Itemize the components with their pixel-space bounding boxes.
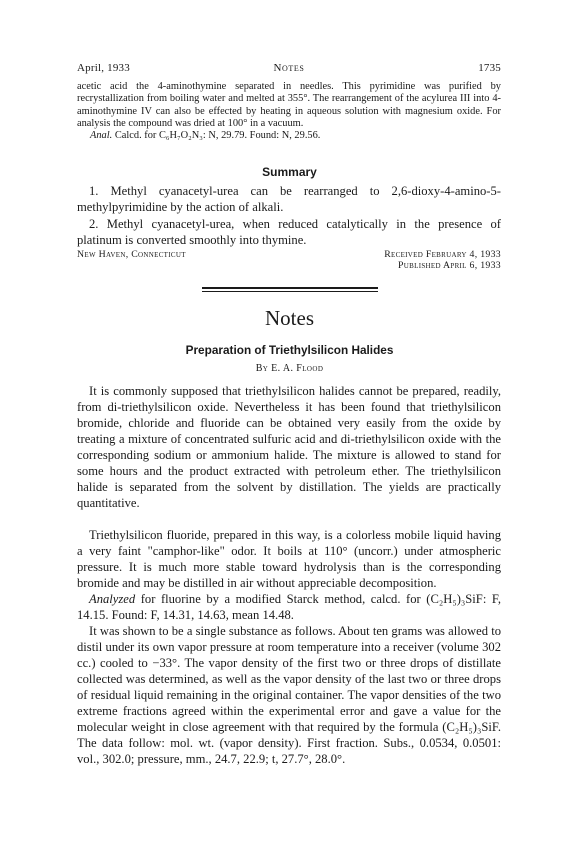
- header-page-number: 1735: [478, 62, 501, 74]
- summary-heading: Summary: [262, 165, 317, 179]
- article-title: Preparation of Triethylsilicon Halides: [185, 343, 394, 357]
- article-paragraph-1: It is commonly supposed that triethylsilicon halides cannot be prepared, readily, from di-triethylsilicon oxide. Nevertheless it has been found that triethylsilicon bromide, chloride and fluoride can be obtained very easily from the oxide by treating a mixture of concentrated sulfuric acid and di-triethylsilicon oxide with the corresponding sodium or ammonium halide. The mixture is allowed to stand for some hours and the product extracted with petroleum ether. The triethylsilicon halide is separated from the solvent by distillation. The yields are practically quantitative.: [77, 384, 501, 510]
- analysis-text: Calcd. for C₆H₇O₂N₃: N, 29.79. Found: N, 29.56.: [114, 130, 321, 141]
- received-date: Received February 4, 1933: [384, 249, 501, 260]
- article-paragraph-2: Triethylsilicon fluoride, prepared in this way, is a colorless mobile liquid having a very faint "camphor-like" odor. It boils at 110° (uncorr.) under atmospheric pressure. It is much more stable toward hydrolysis than is the corresponding bromide and may be distilled in air without appreciable decomposition.: [77, 528, 501, 590]
- received-published-dates: [384, 249, 501, 271]
- summary-item-2: 2. Methyl cyanacetyl-urea, when reduced catalytically in the presence of platinum is converted smoothly into thymine.: [77, 217, 501, 247]
- header-section: Notes: [273, 62, 305, 74]
- notes-heading: Notes: [265, 306, 314, 330]
- analysis-label: Anal.: [90, 130, 113, 141]
- preceding-paragraph: acetic acid the 4-aminothymine separated in needles. This pyrimidine was purified by recrystallization from boiling water and melted at 355°. The rearrangement of the acylurea III into 4-aminothymine IV can also be effected by heating in aqueous solution with magnesium oxide. For analysis the compound was dried at 100° in a vacuum.: [77, 81, 501, 129]
- header-date: April, 1933: [77, 62, 130, 74]
- article-paragraph-3: [77, 591, 501, 623]
- author-address: New Haven, Connecticut: [77, 249, 186, 260]
- analyzed-label: Analyzed: [89, 592, 136, 606]
- article-byline: By E. A. Flood: [255, 363, 324, 374]
- analyzed-text: for fluorine by a modified Starck method, calcd. for (C₂H₅)₃SiF: F, 14.15. Found: F, 14.31, 14.63, mean 14.48.: [77, 592, 501, 622]
- running-header: [77, 62, 501, 78]
- section-divider-thin: [202, 291, 378, 292]
- section-divider-thick: [202, 287, 378, 289]
- article-paragraph-4: It was shown to be a single substance as follows. About ten grams was allowed to distil under its own vapor pressure at room temperature into a receiver (volume 302 cc.) cooled to −33°. The vapor density of the first two or three drops of distillate collected was determined, as well as the vapor density of the last two or three drops of residual liquid remaining in the original container. The vapor densities of the two extreme fractions agreed within the experimental error and gave a value for the molecular weight in close agreement with that required by the formula (C₂H₅)₃SiF. The data follow: mol. wt. (vapor density). First fraction. Subs., 0.0534, 0.0501: vol., 302.0; pressure, mm., 24.7, 22.9; t, 27.7°, 28.0°.: [77, 624, 501, 766]
- analysis-line: [90, 130, 501, 142]
- published-date: Published April 6, 1933: [398, 260, 501, 271]
- summary-item-1: 1. Methyl cyanacetyl-urea can be rearranged to 2,6-dioxy-4-amino-5-methylpyrimidine by the action of alkali.: [77, 184, 501, 214]
